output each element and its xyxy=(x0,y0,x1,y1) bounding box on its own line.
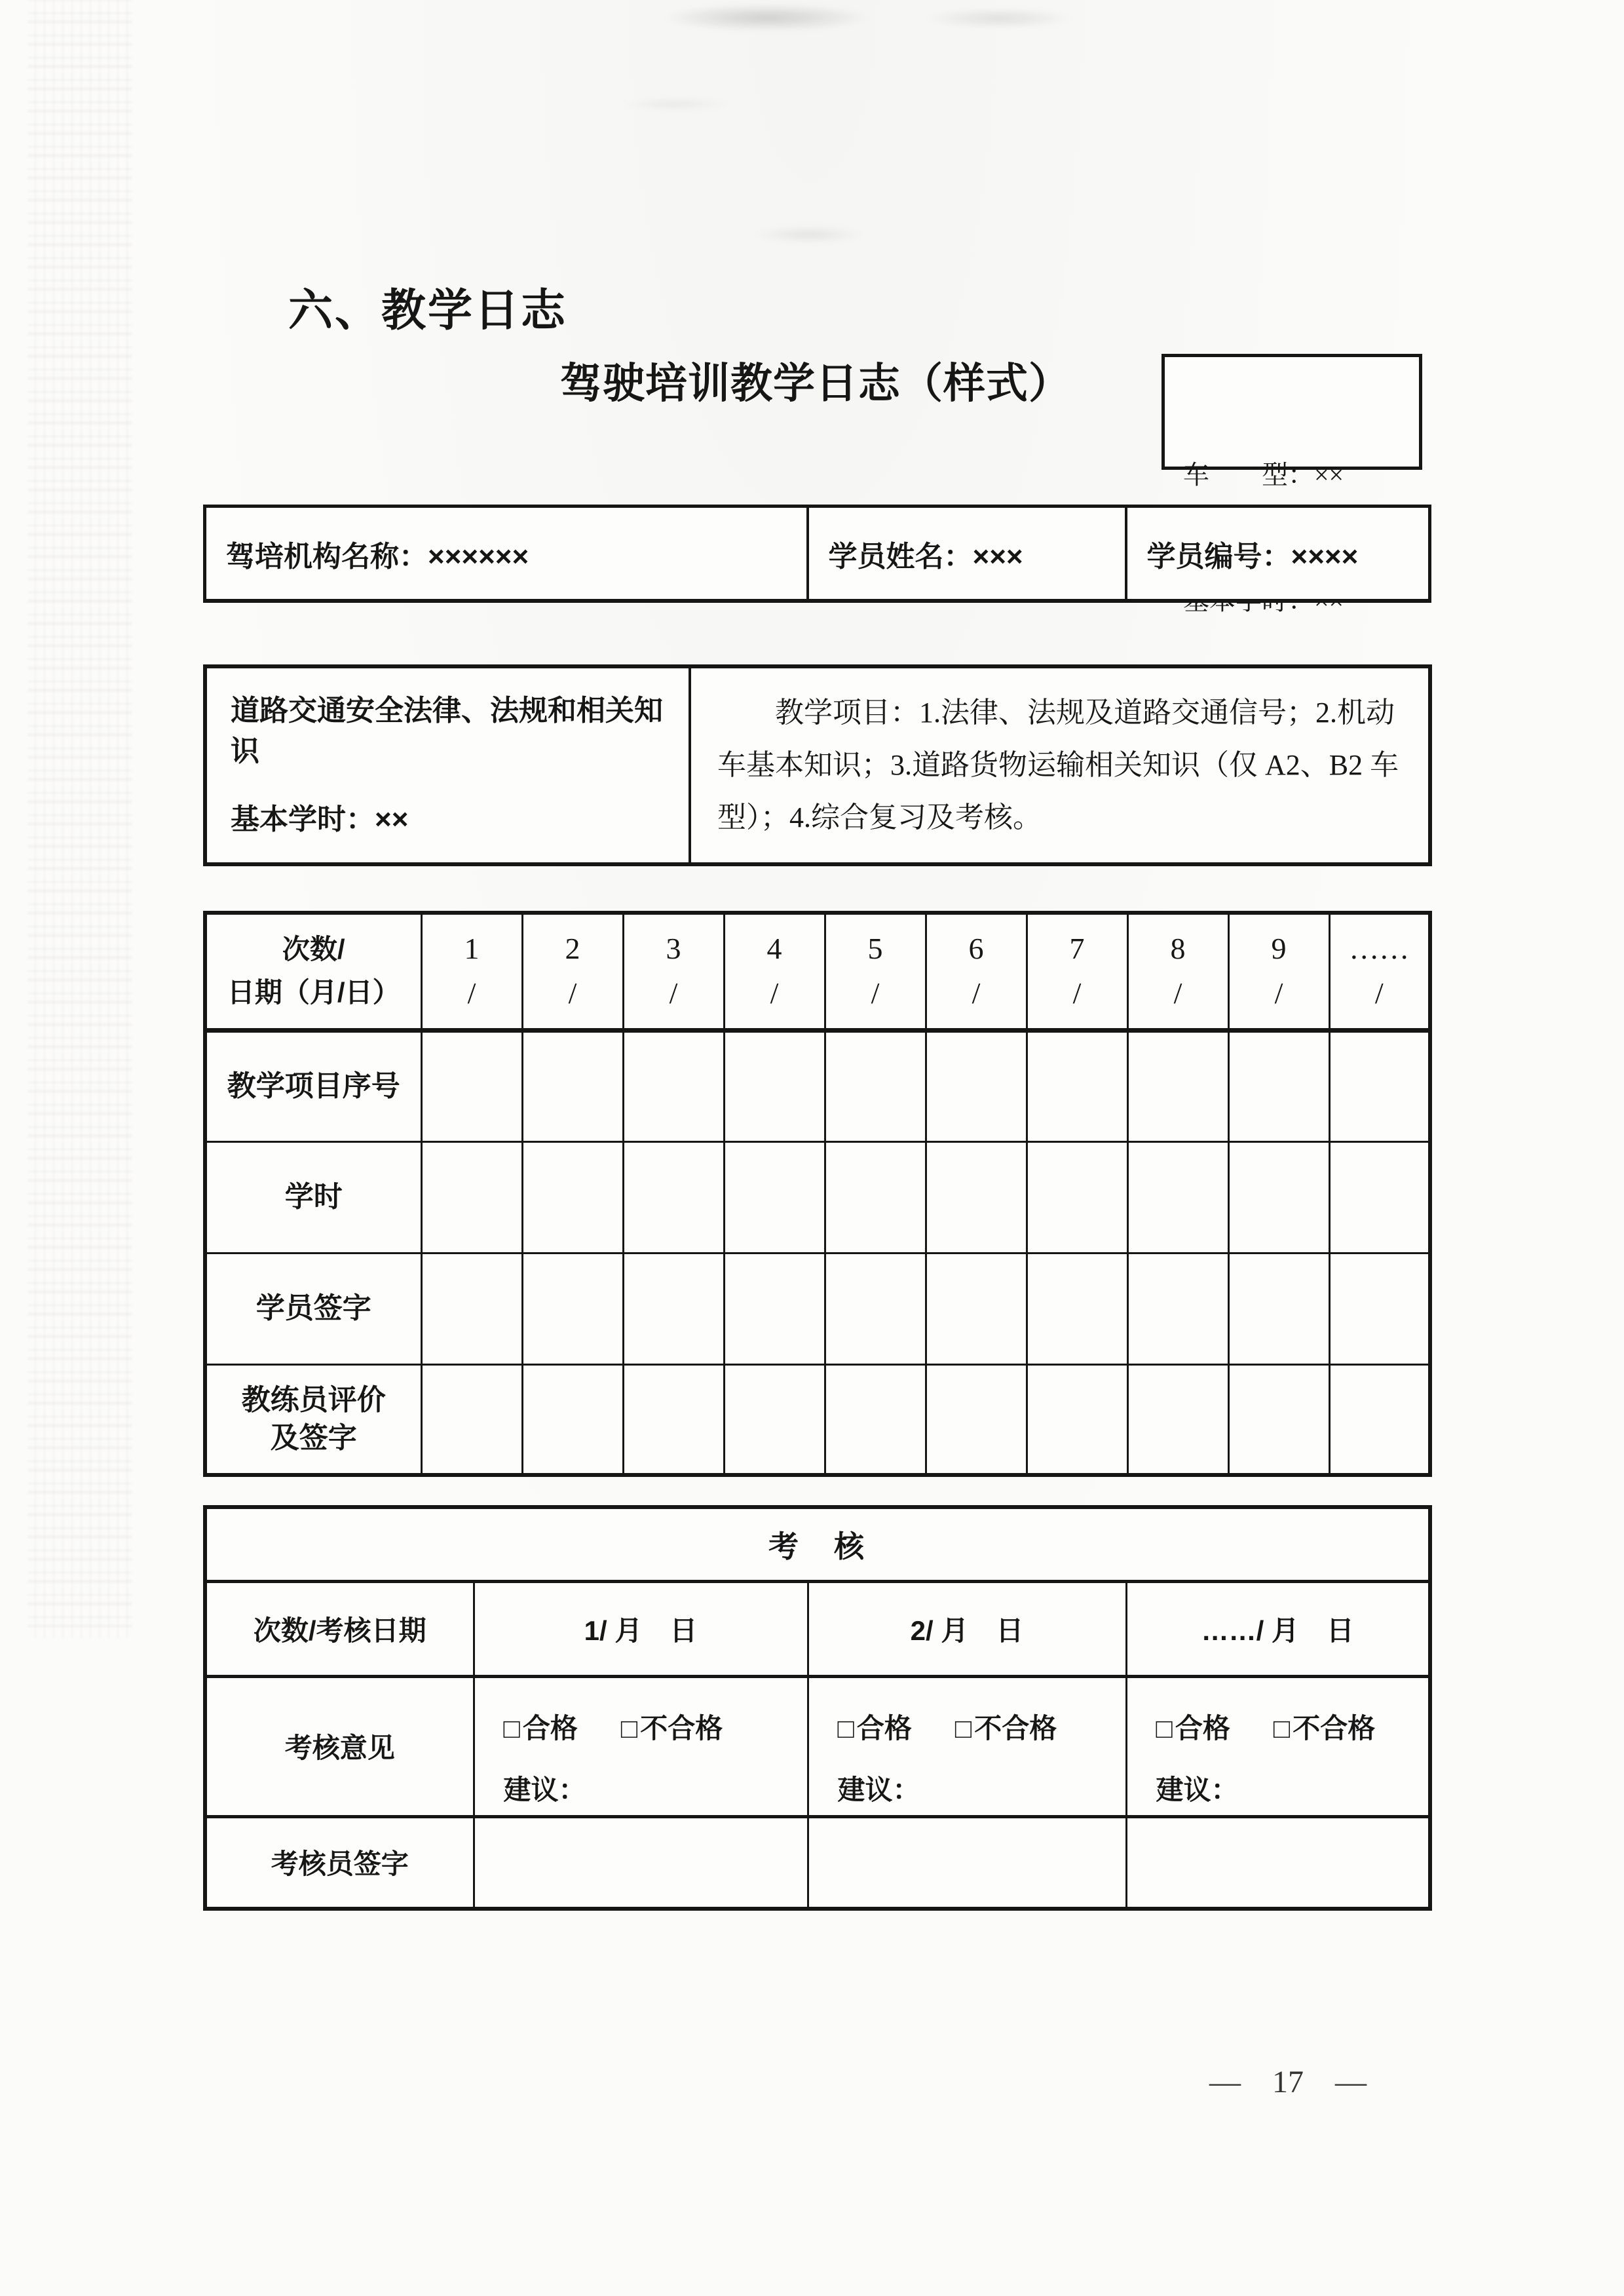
row-label-item-no: 教学项目序号 xyxy=(205,1030,421,1141)
training-log-table xyxy=(203,911,1432,1477)
corner-label-line1: 次数/ xyxy=(282,934,345,965)
org-name-label: 驾培机构名称： xyxy=(226,540,428,573)
log-entry-cell xyxy=(926,1364,1027,1475)
vehicle-type-label: 车 型： xyxy=(1183,460,1314,489)
assessment-table xyxy=(203,1505,1432,1911)
coach-label-line1: 教练员评价 xyxy=(241,1383,386,1416)
opinion-options-line xyxy=(504,1707,807,1746)
pass-checkbox-icon: □ xyxy=(1156,1713,1173,1744)
log-entry-cell xyxy=(724,1141,825,1253)
section-title: 六、教学日志 xyxy=(288,286,568,335)
suggestion-label: 建议： xyxy=(1156,1774,1239,1805)
student-info-table xyxy=(203,505,1431,603)
log-entry-cell xyxy=(1228,1253,1329,1364)
log-entry-cell xyxy=(623,1253,724,1364)
log-entry-cell xyxy=(825,1364,926,1475)
fail-checkbox-icon: □ xyxy=(1273,1713,1291,1744)
scan-smudge xyxy=(619,97,730,111)
signer-cell xyxy=(808,1816,1126,1909)
signer-row-label: 考核员签字 xyxy=(205,1816,474,1909)
suggestion-label: 建议： xyxy=(837,1774,920,1805)
vehicle-info-box xyxy=(1161,354,1422,489)
course-hours-value: ×× xyxy=(375,803,409,835)
log-entry-cell xyxy=(623,1030,724,1141)
log-entry-cell xyxy=(522,1141,623,1253)
fail-option-label: 不合格 xyxy=(974,1713,1057,1744)
session-header-cell xyxy=(623,913,724,1030)
session-number: 1 xyxy=(464,932,480,966)
log-entry-cell xyxy=(1027,1030,1127,1141)
assessment-corner-label: 次数/考核日期 xyxy=(205,1581,474,1676)
row-label-hours: 学时 xyxy=(205,1141,421,1253)
session-number: 6 xyxy=(968,932,984,966)
fail-option-group xyxy=(955,1713,1057,1744)
log-entry-cell xyxy=(1127,1030,1228,1141)
fail-option-group xyxy=(1274,1713,1375,1744)
fail-checkbox-icon: □ xyxy=(954,1713,972,1744)
assessment-opinion-row xyxy=(205,1676,1430,1816)
session-number: 2 xyxy=(565,932,580,966)
log-entry-cell xyxy=(1127,1364,1228,1475)
log-entry-cell xyxy=(1329,1253,1430,1364)
fail-checkbox-icon: □ xyxy=(620,1713,638,1744)
opinion-cell xyxy=(808,1676,1126,1816)
log-entry-cell xyxy=(1127,1141,1228,1253)
pass-checkbox-icon: □ xyxy=(503,1713,520,1744)
student-id-value: ×××× xyxy=(1291,540,1359,573)
log-entry-cell xyxy=(825,1141,926,1253)
session-number: 7 xyxy=(1069,932,1085,966)
session-header-cell xyxy=(926,913,1027,1030)
page-number: — 17 — xyxy=(1209,2065,1367,2099)
teaching-items-cell xyxy=(690,666,1430,864)
vehicle-type-value: ×× xyxy=(1314,460,1344,489)
log-entry-cell xyxy=(1027,1253,1127,1364)
course-subject-title: 道路交通安全法律、法规和相关知识 xyxy=(231,695,663,767)
log-entry-cell xyxy=(1127,1253,1228,1364)
teaching-items-text: 教学项目：1.法律、法规及道路交通信号；2.机动车基本知识；3.道路货物运输相关知识（仅 A2、B2 车型）；4.综合复习及考核。 xyxy=(717,697,1399,833)
log-entry-cell xyxy=(724,1253,825,1364)
session-header-cell xyxy=(421,913,522,1030)
opinion-options-line xyxy=(1156,1707,1429,1746)
log-entry-cell xyxy=(1329,1030,1430,1141)
assessment-date-cell: 1/ 月 日 xyxy=(474,1581,808,1676)
session-number: 3 xyxy=(666,932,681,966)
scan-smudge xyxy=(924,8,1074,29)
session-header-cell xyxy=(1127,913,1228,1030)
signer-cell xyxy=(1126,1816,1430,1909)
opinion-cell xyxy=(474,1676,808,1816)
scan-smudge xyxy=(753,226,865,243)
opinion-row-label: 考核意见 xyxy=(205,1676,474,1816)
suggestion-label: 建议： xyxy=(503,1774,586,1805)
course-info-table xyxy=(203,664,1432,866)
session-header-cell xyxy=(724,913,825,1030)
opinion-options-line xyxy=(838,1707,1125,1746)
org-name-value: ×××××× xyxy=(428,540,529,573)
session-header-cell xyxy=(825,913,926,1030)
log-entry-cell xyxy=(1329,1141,1430,1253)
pass-option-label: 合格 xyxy=(856,1713,912,1744)
signer-cell xyxy=(474,1816,808,1909)
log-entry-cell xyxy=(825,1030,926,1141)
assessment-signer-row xyxy=(205,1816,1430,1909)
fail-option-label: 不合格 xyxy=(640,1713,723,1744)
log-entry-cell xyxy=(421,1364,522,1475)
session-date-slash: / xyxy=(1173,976,1182,1010)
log-row-hours xyxy=(205,1141,1430,1253)
session-date-slash: / xyxy=(871,976,880,1010)
scan-noise-left-edge xyxy=(28,0,132,1638)
student-name-value: ××× xyxy=(972,540,1023,573)
session-date-slash: / xyxy=(1072,976,1082,1010)
log-entry-cell xyxy=(623,1141,724,1253)
log-entry-cell xyxy=(421,1141,522,1253)
log-row-item-no xyxy=(205,1030,1430,1141)
opinion-cell xyxy=(1126,1676,1430,1816)
session-date-slash: / xyxy=(1274,976,1283,1010)
log-entry-cell xyxy=(724,1364,825,1475)
form-title: 驾驶培训教学日志（样式） xyxy=(560,360,1071,407)
assessment-title-row xyxy=(205,1507,1430,1581)
log-row-student-signature xyxy=(205,1253,1430,1364)
session-header-cell xyxy=(1329,913,1430,1030)
student-info-row xyxy=(205,507,1430,602)
assessment-date-row xyxy=(205,1581,1430,1676)
course-hours-label: 基本学时： xyxy=(231,803,375,835)
student-id-cell xyxy=(1126,507,1430,602)
course-subject-cell xyxy=(205,666,690,864)
log-entry-cell xyxy=(522,1030,623,1141)
pass-option-label: 合格 xyxy=(1175,1713,1230,1744)
session-number: 8 xyxy=(1170,932,1186,966)
session-date-slash: / xyxy=(1374,976,1384,1010)
log-entry-cell xyxy=(926,1030,1027,1141)
session-number: 4 xyxy=(766,932,782,966)
log-entry-cell xyxy=(1228,1364,1329,1475)
fail-option-group xyxy=(621,1713,723,1744)
session-header-cell xyxy=(522,913,623,1030)
assessment-date-cell: ……/ 月 日 xyxy=(1126,1581,1430,1676)
session-date-slash: / xyxy=(669,976,678,1010)
log-entry-cell xyxy=(1228,1030,1329,1141)
pass-option-label: 合格 xyxy=(522,1713,578,1744)
session-date-slash: / xyxy=(568,976,577,1010)
log-entry-cell xyxy=(1228,1141,1329,1253)
log-entry-cell xyxy=(522,1364,623,1475)
session-header-cell xyxy=(1027,913,1127,1030)
log-entry-cell xyxy=(926,1253,1027,1364)
assessment-title: 考 核 xyxy=(205,1507,1430,1581)
student-id-label: 学员编号： xyxy=(1146,540,1291,573)
org-name-cell xyxy=(205,507,808,602)
log-entry-cell xyxy=(623,1364,724,1475)
log-entry-cell xyxy=(1329,1364,1430,1475)
assessment-date-cell: 2/ 月 日 xyxy=(808,1581,1126,1676)
row-label-coach-evaluation xyxy=(205,1364,421,1475)
log-entry-cell xyxy=(926,1141,1027,1253)
log-entry-cell xyxy=(421,1030,522,1141)
vehicle-type-row xyxy=(1183,454,1419,496)
session-date-slash: / xyxy=(972,976,981,1010)
log-header-row xyxy=(205,913,1430,1030)
log-entry-cell xyxy=(421,1253,522,1364)
log-corner-cell xyxy=(205,913,421,1030)
log-entry-cell xyxy=(522,1253,623,1364)
course-hours-line xyxy=(231,799,689,840)
session-header-cell xyxy=(1228,913,1329,1030)
row-label-student-signature: 学员签字 xyxy=(205,1253,421,1364)
pass-checkbox-icon: □ xyxy=(837,1713,854,1744)
session-date-slash: / xyxy=(770,976,779,1010)
session-date-slash: / xyxy=(467,976,476,1010)
log-entry-cell xyxy=(1027,1364,1127,1475)
corner-label-line2: 日期（月/日） xyxy=(227,977,400,1008)
session-number: 9 xyxy=(1271,932,1287,966)
fail-option-label: 不合格 xyxy=(1293,1713,1376,1744)
student-name-label: 学员姓名： xyxy=(828,540,973,573)
log-entry-cell xyxy=(724,1030,825,1141)
course-info-row xyxy=(205,666,1430,864)
student-name-cell xyxy=(808,507,1126,602)
log-entry-cell xyxy=(825,1253,926,1364)
session-number: …… xyxy=(1349,932,1410,966)
log-entry-cell xyxy=(1027,1141,1127,1253)
session-number: 5 xyxy=(867,932,883,966)
scan-smudge xyxy=(662,4,871,31)
log-row-coach-evaluation xyxy=(205,1364,1430,1475)
coach-label-line2: 及签字 xyxy=(270,1421,357,1454)
